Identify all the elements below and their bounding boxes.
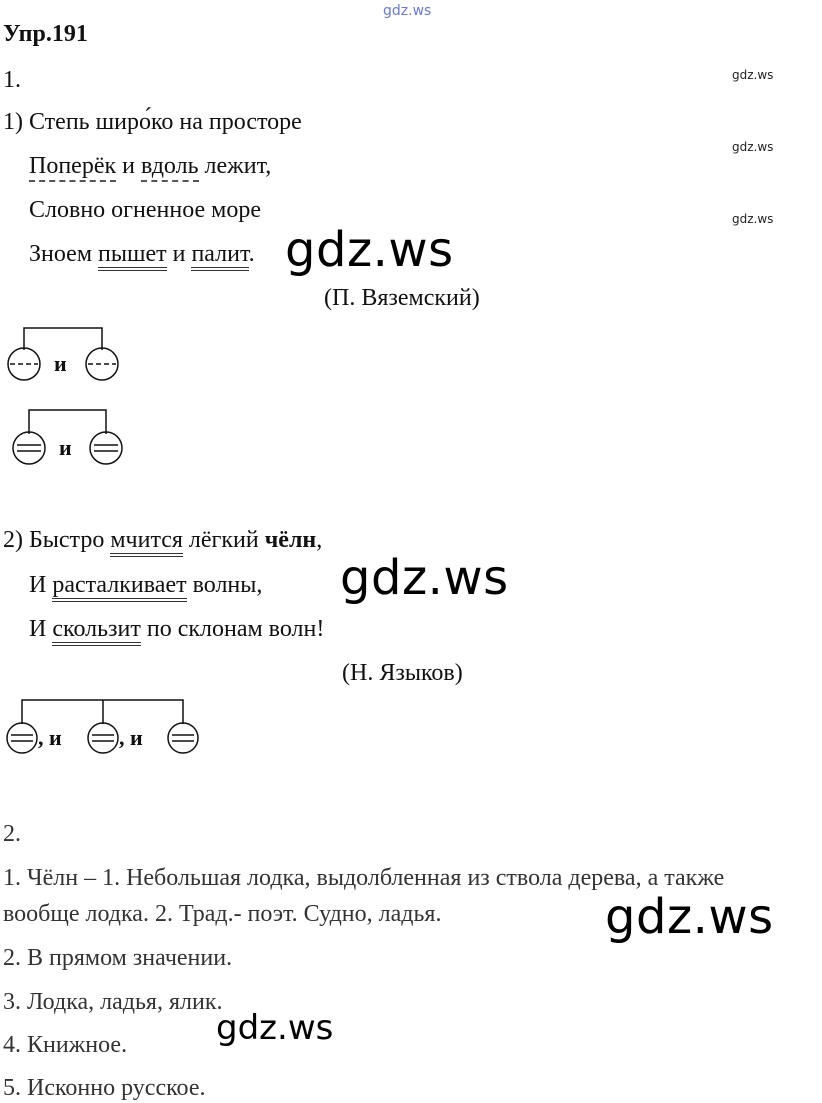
predicate-underlined: мчится — [110, 527, 183, 557]
part2-label: 2. — [3, 821, 21, 847]
answer-line: 4. Книжное. — [3, 1032, 128, 1058]
predicate-underlined: скользит — [52, 616, 141, 646]
poem1-line1: 1) Степь широ́ко на просторе — [3, 109, 302, 135]
poem1-line3: Словно огненное море — [29, 197, 261, 223]
watermark-medium: gdz.ws — [216, 1008, 334, 1048]
definition-line: вообще лодка. 2. Трад.- поэт. Судно, ладья. — [3, 901, 442, 927]
text: волны, — [186, 572, 263, 598]
text: 2) Быстро — [3, 527, 111, 553]
predicate-underlined: Поперёк — [29, 153, 116, 182]
poem1-line2 — [29, 152, 271, 180]
poem2-line1 — [3, 526, 322, 554]
scheme-diagram-3 — [4, 696, 214, 760]
scheme-separator: , и — [119, 725, 143, 750]
poem1-line4 — [29, 240, 255, 268]
answer-line: 3. Лодка, ладья, ялик. — [3, 989, 223, 1015]
watermark-small: gdz.ws — [732, 140, 774, 154]
watermark-top: gdz.ws — [383, 3, 432, 19]
predicate-underlined: пышет — [98, 241, 167, 271]
exercise-title: Упр.191 — [3, 21, 88, 47]
watermark-large: gdz.ws — [285, 222, 454, 278]
text: лёгкий — [182, 527, 265, 553]
definition-line: 1. Чёлн – 1. Небольшая лодка, выдолбленная из ствола дерева, а также — [3, 865, 725, 891]
poem2-line3 — [29, 615, 324, 643]
text: Зноем — [29, 241, 98, 267]
watermark-small: gdz.ws — [732, 212, 774, 226]
scheme-diagram-1 — [4, 324, 134, 384]
scheme-conjunction: и — [54, 351, 67, 376]
scheme-diagram-2 — [6, 406, 146, 466]
predicate-underlined: палит — [191, 241, 248, 271]
poem2-author: (Н. Языков) — [342, 660, 463, 686]
predicate-underlined: расталкивает — [52, 572, 186, 602]
part1-label: 1. — [3, 67, 21, 93]
poem2-line2 — [29, 571, 262, 599]
text: лежит, — [198, 153, 272, 179]
watermark-small: gdz.ws — [732, 68, 774, 82]
predicate-underlined: вдоль — [141, 153, 199, 182]
scheme-conjunction: и — [59, 435, 72, 460]
text: И — [29, 572, 53, 598]
watermark-large: gdz.ws — [340, 550, 509, 606]
subject-word: чёлн — [264, 527, 317, 553]
text: по склонам волн! — [140, 616, 325, 642]
text: . — [248, 241, 255, 267]
answer-line: 2. В прямом значении. — [3, 945, 233, 971]
text: И — [29, 616, 53, 642]
poem1-author: (П. Вяземский) — [324, 285, 480, 311]
answer-line: 5. Исконно русское. — [3, 1075, 206, 1101]
text: и — [166, 241, 192, 267]
watermark-large: gdz.ws — [605, 889, 774, 945]
scheme-separator: , и — [38, 725, 62, 750]
text: и — [116, 153, 141, 179]
text: , — [316, 527, 323, 553]
